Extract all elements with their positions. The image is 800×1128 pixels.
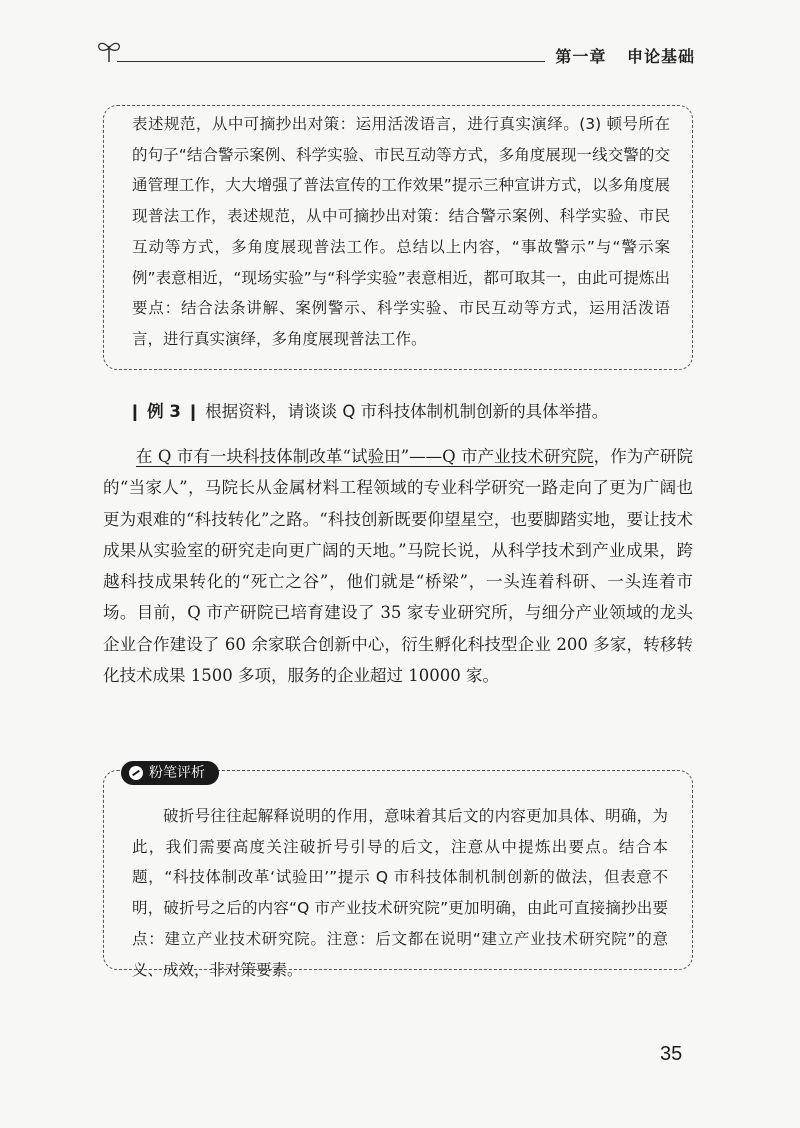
explanation-box	[103, 105, 693, 370]
chapter-heading	[541, 44, 695, 67]
analysis-box	[103, 765, 693, 979]
analysis-badge	[121, 761, 219, 785]
example-question-text: 根据资料，请谈谈 Q 市科技体制机制创新的具体举措。	[205, 402, 609, 421]
sprout-icon	[95, 36, 123, 64]
explanation-text: 表述规范，从中可摘抄出对策：运用活泼语言，进行真实演绎。(3) 顿号所在的句子“结合警示案例、科学实验、市民互动等方式，多角度展现一线交警的交通管理工作，大大增强了普法宣传的工作效果”提示三种宣讲方式，以多角度展现普法工作，表述规范，从中可摘抄出对策：结合警示案例、科学实验、市民互动等方式，多角度展现普法工作。总结以上内容，“事故警示”与“警示案例”表意相近，“现场实验”与“科学实验”表意相近，都可取其一，由此可提炼出要点：结合法条讲解、案例警示、科学实验、市民互动等方式，运用活泼语言，进行真实演绎，多角度展现普法工作。	[132, 115, 670, 348]
page-number: 35	[660, 1043, 683, 1065]
example-bar-right: ❙	[186, 402, 200, 421]
analysis-text: 破折号往往起解释说明的作用，意味着其后文的内容更加具体、明确，为此，我们需要高度关注破折号引导的后文，注意从中提炼出要点。结合本题，“科技体制改革‘试验田’”提示 Q 市科技体制机制创新的做法，但表意不明，破折号之后的内容“Q 市产业技术研究院”更加明确，由此可直接摘抄出要点：建立产业技术研究院。注意：后文都在说明“建立产业技术研究院”的意义、成效，非对策要素。	[132, 807, 668, 979]
example-label: 例 3	[147, 402, 181, 421]
passage-rest: ，作为产研院的“当家人”，马院长从金属材料工程领域的专业科学研究一路走向了更为广阔也更为艰难的“科技转化”之路。“科技创新既要仰望星空，也要脚踏实地，要让技术成果从实验室的研究走向更广阔的天地。”马院长说，从科学技术到产业成果，跨越科技成果转化的“死亡之谷”，他们就是“桥梁”，一头连着科研、一头连着市场。目前，Q 市产研院已培育建设了 35 家专业研究所，与细分产业领域的龙头企业合作建设了 60 余家联合创新中心，衍生孵化科技型企业 200 多家，转移转化技术成果 1500 多项，服务的企业超过 10000 家。	[103, 447, 694, 686]
page-header	[95, 30, 695, 70]
analysis-badge-label: 粉笔评析	[149, 765, 205, 781]
example-question	[128, 400, 693, 424]
section-label: 申论基础	[626, 47, 695, 66]
header-rule	[117, 61, 545, 62]
example-bar-left: ❙	[128, 402, 142, 421]
chalk-icon	[129, 766, 143, 780]
passage	[103, 441, 693, 691]
passage-underlined: 在 Q 市有一块科技体制改革“试验田”——Q 市产业技术研究院	[136, 447, 594, 466]
chapter-label: 第一章	[555, 47, 607, 66]
